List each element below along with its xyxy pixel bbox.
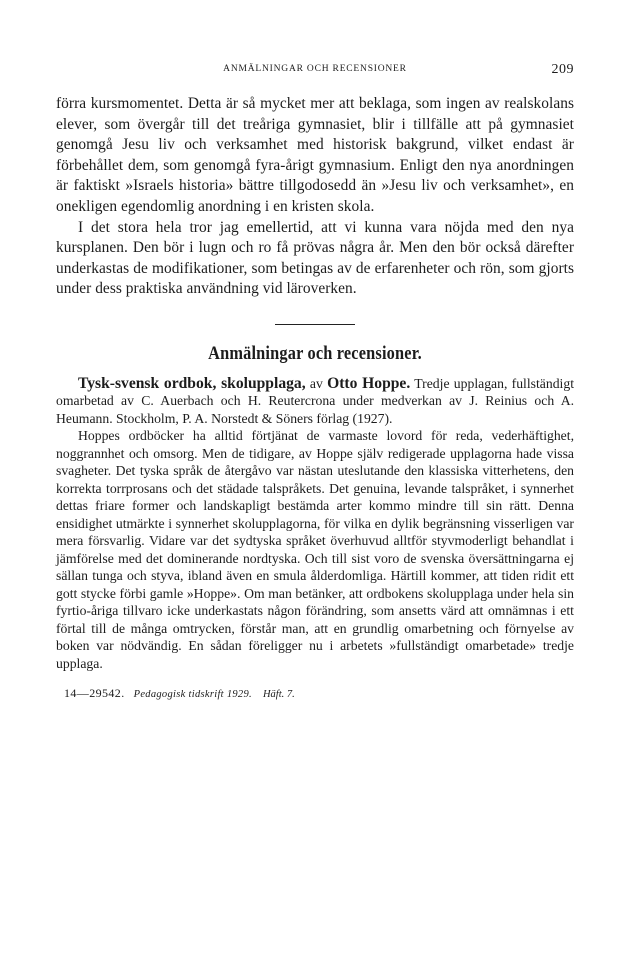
running-header [56,62,574,80]
signature-mark: 14—29542. [64,686,125,701]
page [56,62,574,701]
body-paragraph: förra kursmomentet. Detta är så mycket mer att beklaga, som ingen av realskolans elever, som övergår till det treåriga gymnasiet, blir i tillfälle att på gymnasiet genomgå Jesu liv och verksamhet med historisk bakgrund, vilket endast är förbehållet dem, som genomgå fyra-årigt gymnasium. Enligt den nya anordningen är faktiskt »Israels historia» bättre tillgodosedd än »Jesu liv och verksamhet», en onekligen egendomlig anordning i en kristen skola. [56,95,574,215]
page-number: 209 [551,62,574,77]
book-title: Tysk-svensk ordbok, skolupplaga, [78,374,306,392]
section-title: Anmälningar och recensioner. [208,342,422,364]
section-divider [275,324,355,325]
issue-number: Häft. 7. [262,689,295,701]
book-author: Otto Hoppe. [327,374,411,392]
review-body: Hoppes ordböcker ha alltid förtjänat de varmaste lovord för reda, vederhäftighet, noggrannhet och omsorg. Men de tidigare, av Hoppe själv redigerade upplagorna hade vissa svagheter. Det tyska språk de återgåvo var nästan uteslutande den klassiska vitterhetens, den korrekta torrprosans och det städade talspråkets. Det genuina, levande talspråket, i synnerhet dettas friare former och landskapligt bestämda arter kommo mindre till sin rätt. Denna ensidighet utmärkte i synnerhet skolupplagorna, för vilka en dylik begränsning visserligen var mera försvarlig. Vidare var det sydtyska språket överhuvud alltför styvmoderligt behandlat i jämförelse med det dominerande nordtyska. Och till sist voro de svenska översättningarna ej sällan tunga och styva, ibland även en smula ålderdomliga. Härtill kommer, att tiden ridit ett gott stycke förbi gamle »Hoppe». Om man betänker, att ordbokens skolupplaga under hela sin fyrtio-åriga tillvaro icke underkastats någon förändring, som ansetts värd att omnämnas i ett förtal till de många omtrycken, förstår man, att en grundlig omarbetning och förnyelse av boken var nödvändig. En sådan föreligger nu i arbetets »fullständigt omarbetade» tredje upplaga. [56,428,574,671]
running-title: ANMÄLNINGAR OCH RECENSIONER [223,64,407,74]
body-paragraph: I det stora hela tror jag emellertid, att vi kunna vara nöjda med den nya kursplanen. Den bör i lugn och ro få prövas några år. Men den bör också därefter underkastas de modifikationer, som betingas av de erfarenheter och rön, som gjorts under dess praktiska användning vid läroverken. [56,218,574,298]
citation-details: Tredje upplagan, fullständigt omarbetad av C. Auerbach och H. Reutercrona under medverkan av J. Reinius och A. Heumann. Stockholm, P. A. Norstedt & Söners förlag (1927). [56,375,574,426]
by-word: av [309,375,323,391]
page-footer [56,686,574,701]
review-citation [56,375,574,428]
journal-name: Pedagogisk tidskrift 1929. [133,689,252,701]
